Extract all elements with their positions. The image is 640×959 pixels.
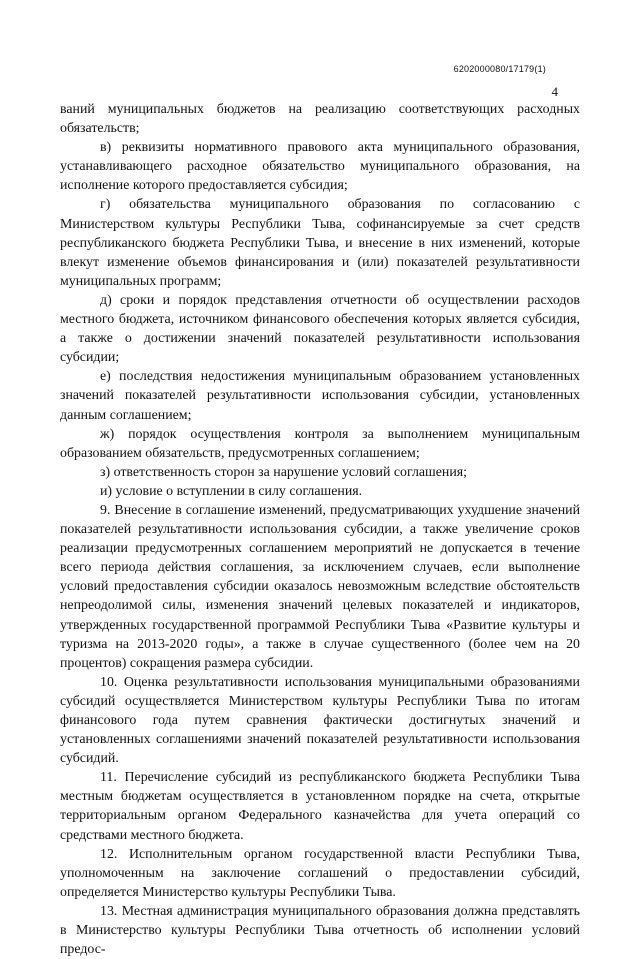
paragraph-continuation: ваний муниципальных бюджетов на реализацию соответствующих расходных обязательств; bbox=[60, 102, 580, 137]
paragraph-11: 11. Перечисление субсидий из республиканского бюджета Республики Тыва местным бюджетам осуществляется в установленном порядке на счета, открытые территориальным органом Федерального казначейства для учета операций со средствами местного бюджета. bbox=[60, 770, 580, 843]
paragraph-item-v: в) реквизиты нормативного правового акта муниципального образования, устанавливающего расходное обязательство муниципального образования, на исполнение которого предоставляется субсидия; bbox=[60, 140, 580, 194]
page-number: 4 bbox=[551, 84, 558, 99]
paragraph-12: 12. Исполнительным органом государственной власти Республики Тыва, уполномоченным на заключение соглашений о предоставлении субсидий, определяется Министерство культуры Республики Тыва. bbox=[60, 846, 580, 900]
paragraph-9: 9. Внесение в соглашение изменений, предусматривающих ухудшение значений показателей результативности использования субсидии, а также увеличение сроков реализации предусмотренных соглашением мероприятий не допускается в течение всего периода действия соглашения, за исключением случаев, если выполнение условий предоставления субсидии оказалось невозможным вследствие обстоятельств непреодолимой силы, изменения значений целевых показателей и индикаторов, утвержденных государственной программой Республики Тыва «Развитие культуры и туризма на 2013-2020 годы», а также в случае существенного (более чем на 20 процентов) сокращения размера субсидии. bbox=[60, 502, 580, 671]
document-id: 6202000080/17179(1) bbox=[453, 64, 546, 74]
paragraph-item-zh: ж) порядок осуществления контроля за выполнением муниципальным образованием обязательств, предусмотренных соглашением; bbox=[60, 426, 580, 461]
paragraph-item-g: г) обязательства муниципального образования по согласованию с Министерством культуры Республики Тыва, софинансируемые за счет средств республиканского бюджета Республики Тыва, и внесение в них изменений, которые влекут изменение объемов финансирования и (или) показателей результативности муниципальных программ; bbox=[60, 197, 580, 289]
paragraph-13: 13. Местная администрация муниципального образования должна представлять в Министерство культуры Республики Тыва отчетность об исполнении условий предос- bbox=[60, 903, 580, 958]
paragraph-10: 10. Оценка результативности использования муниципальными образованиями субсидий осуществляется Министерством культуры Республики Тыва по итогам финансового года путем сравнения фактически достигнутых значений и установленных соглашениями значений показателей результативности использования субсидий. bbox=[60, 674, 580, 767]
paragraph-item-i: и) условие о вступлении в силу соглашения. bbox=[100, 483, 363, 499]
paragraph-item-d: д) сроки и порядок представления отчетности об осуществлении расходов местного бюджета, источником финансового обеспечения которых является субсидия, а также о достижении значений показателей результативности использования субсидии; bbox=[60, 292, 580, 366]
paragraph-item-z: з) ответственность сторон за нарушение условий соглашения; bbox=[100, 464, 468, 480]
paragraph-item-e: е) последствия недостижения муниципальным образованием установленных значений показателей результативности использования субсидии, установленных данным соглашением; bbox=[60, 369, 580, 423]
document-body bbox=[60, 100, 580, 959]
